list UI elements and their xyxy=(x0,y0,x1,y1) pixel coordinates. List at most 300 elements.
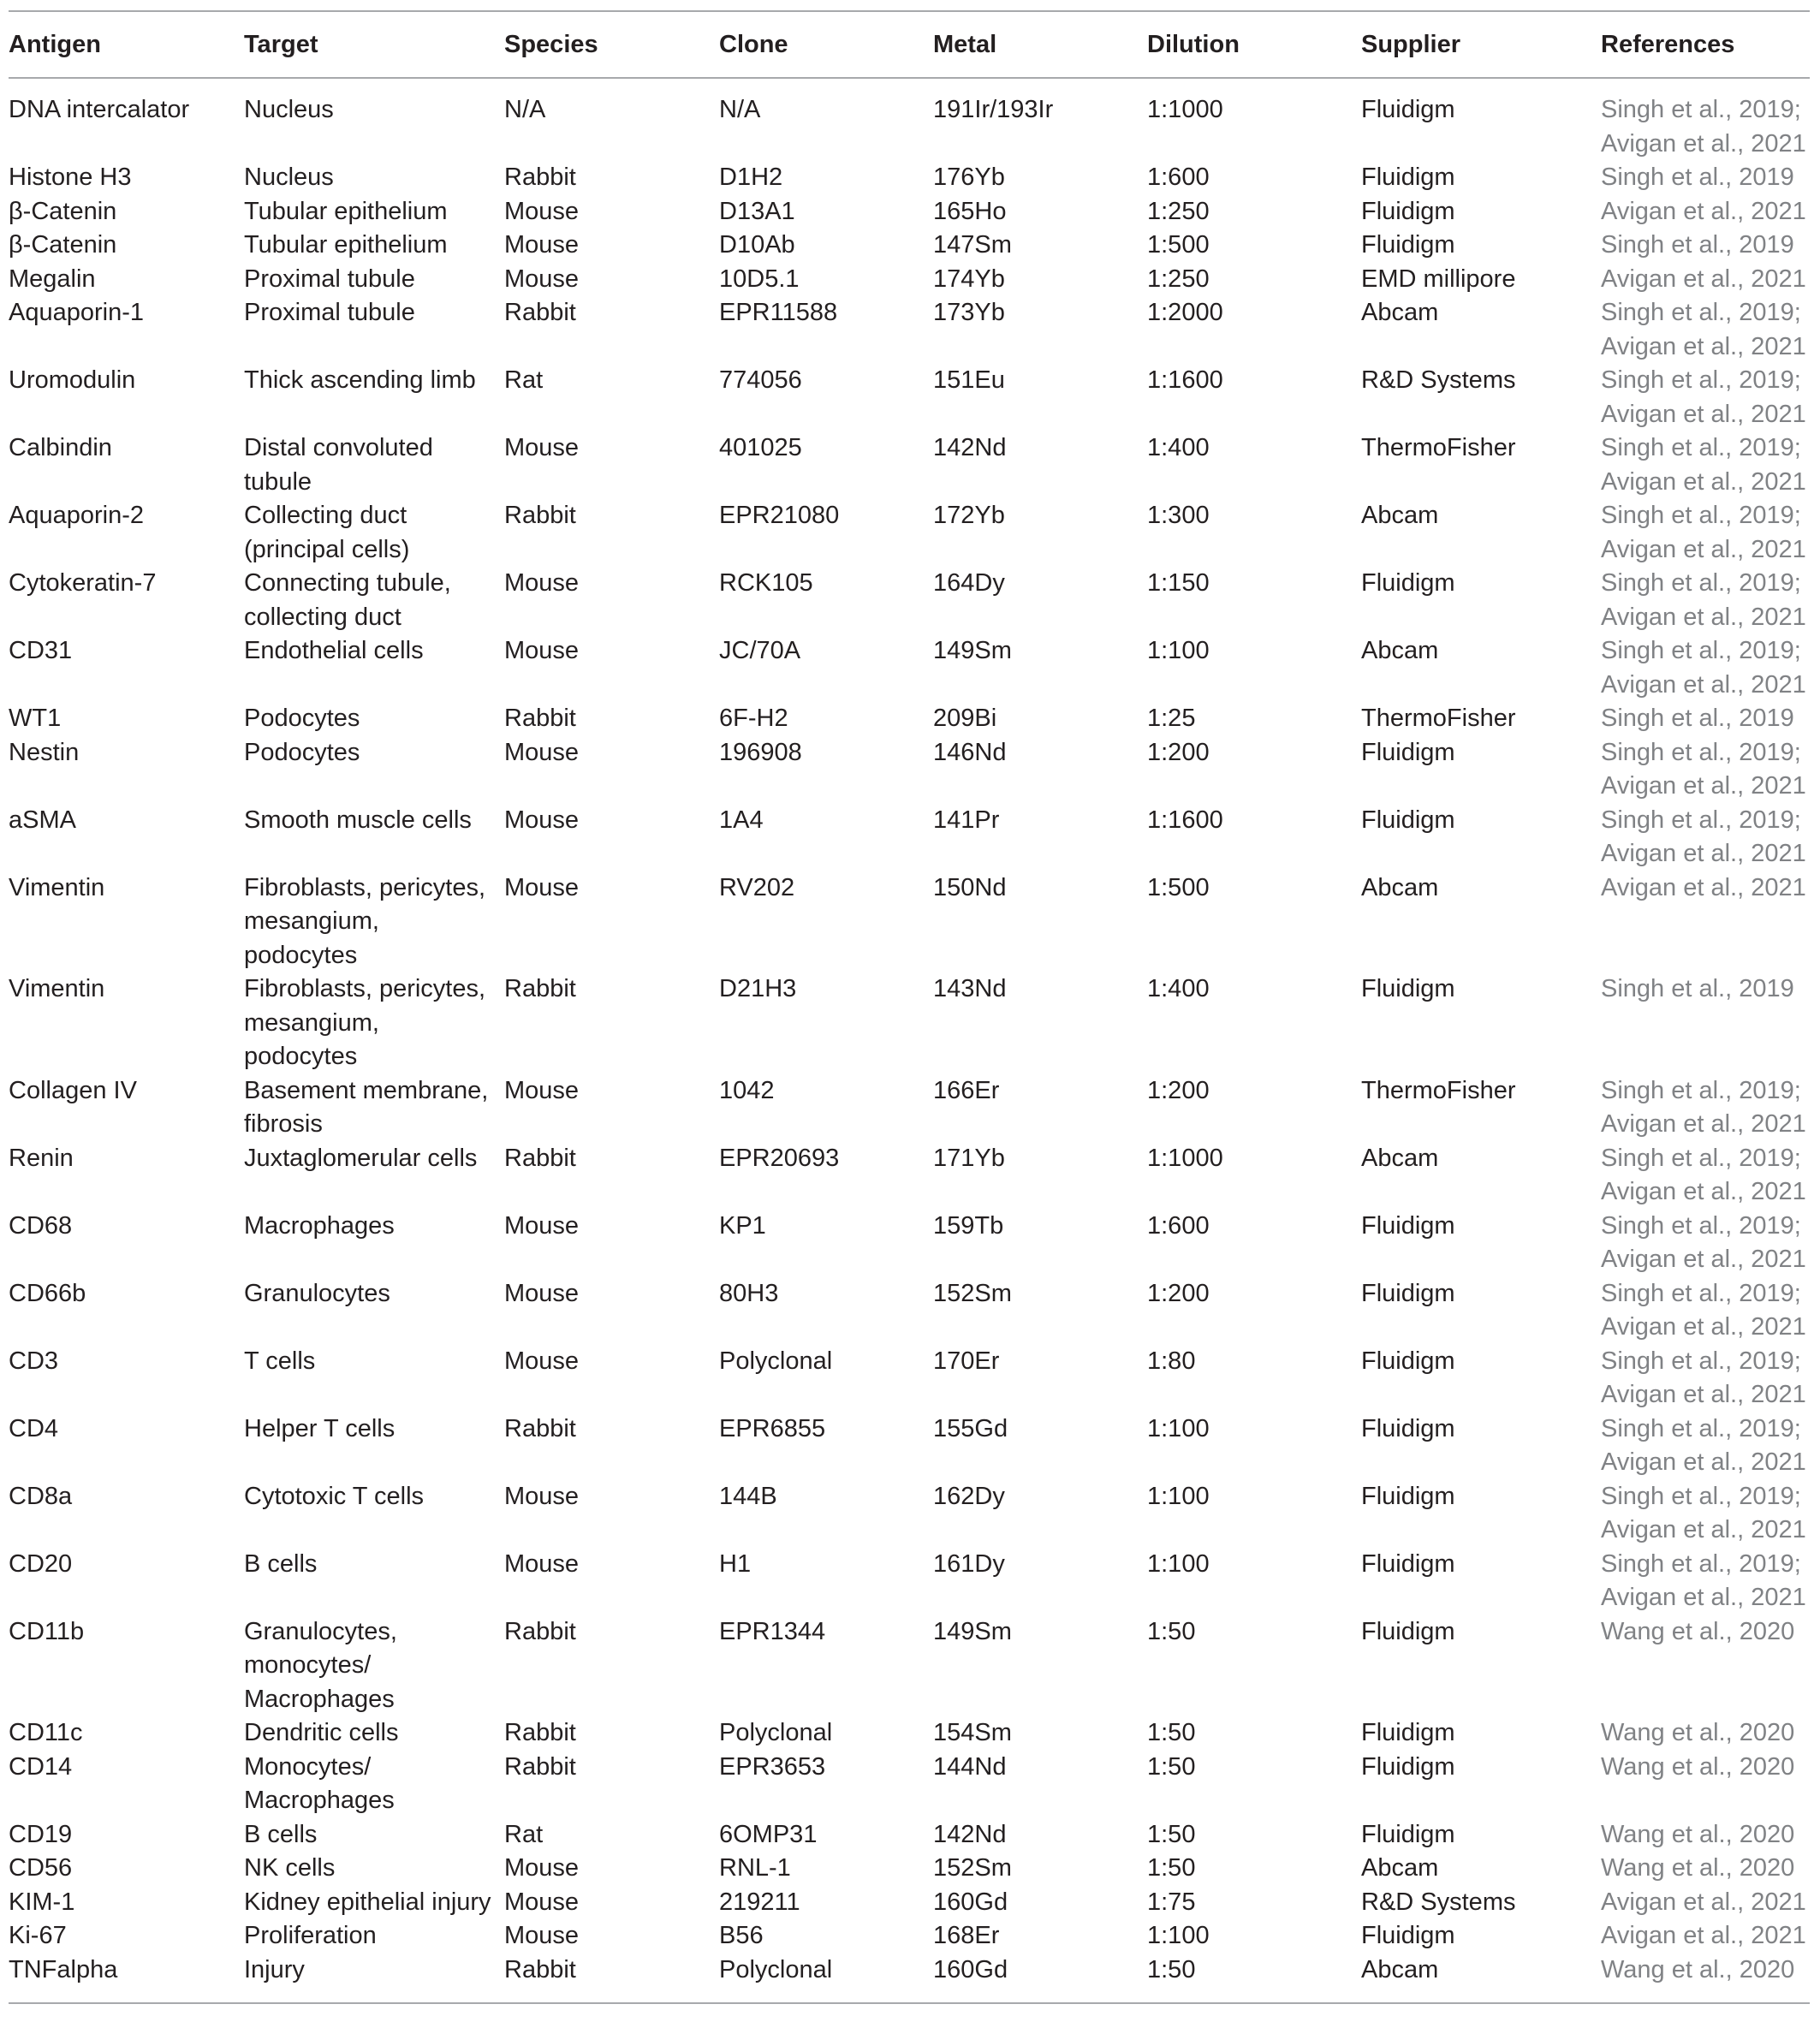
table-row xyxy=(9,296,1810,364)
cell-species: Mouse xyxy=(504,806,580,834)
cell-species: Mouse xyxy=(504,434,580,461)
header-target: Target xyxy=(244,30,318,58)
cell-references-line: Avigan et al., 2021 xyxy=(1601,670,1806,699)
cell-supplier: Abcam xyxy=(1361,873,1439,901)
cell-supplier: Fluidigm xyxy=(1361,1279,1455,1307)
cell-references-line: Singh et al., 2019; xyxy=(1601,806,1801,834)
cell-target-line: Proliferation xyxy=(244,1922,377,1949)
table-row xyxy=(9,1919,1810,1954)
cell-target-line: Cytotoxic T cells xyxy=(244,1482,425,1510)
cell-references xyxy=(1601,634,1810,702)
cell-target-line: Dendritic cells xyxy=(244,1719,399,1746)
cell-metal: 149Sm xyxy=(933,637,1012,664)
table-row xyxy=(9,1818,1810,1853)
header-species: Species xyxy=(504,30,598,58)
cell-dilution: 1:200 xyxy=(1147,1076,1210,1104)
cell-target xyxy=(244,195,504,229)
cell-supplier: Fluidigm xyxy=(1361,197,1455,225)
cell-target xyxy=(244,1919,504,1954)
cell-species: Mouse xyxy=(504,231,580,259)
cell-dilution: 1:50 xyxy=(1147,1854,1196,1882)
cell-antigen: KIM-1 xyxy=(9,1888,75,1916)
cell-species: Mouse xyxy=(504,1549,580,1578)
cell-target-line: monocytes/ xyxy=(244,1651,372,1679)
cell-references-line: Avigan et al., 2021 xyxy=(1601,1922,1806,1949)
cell-clone: EPR1344 xyxy=(719,1617,826,1645)
cell-target-line: Fibroblasts, pericytes, xyxy=(244,873,486,901)
cell-target xyxy=(244,972,504,1074)
cell-dilution: 1:100 xyxy=(1147,1549,1210,1578)
cell-metal: 160Gd xyxy=(933,1888,1008,1916)
cell-references xyxy=(1601,1548,1810,1615)
header-supplier: Supplier xyxy=(1361,30,1461,58)
cell-target-line: Podocytes xyxy=(244,705,360,732)
cell-target xyxy=(244,263,504,297)
cell-target-line: Monocytes/ xyxy=(244,1752,372,1781)
table-row xyxy=(9,1886,1810,1920)
cell-antigen: CD8a xyxy=(9,1482,73,1510)
cell-species: Mouse xyxy=(504,1076,580,1104)
cell-species: Mouse xyxy=(504,1347,580,1375)
table-header xyxy=(9,11,1810,78)
cell-references-line: Avigan et al., 2021 xyxy=(1601,400,1806,428)
table-row xyxy=(9,1615,1810,1717)
cell-target xyxy=(244,229,504,263)
table-row xyxy=(9,78,1810,161)
cell-antigen: Vimentin xyxy=(9,975,105,1002)
cell-dilution: 1:600 xyxy=(1147,164,1210,191)
cell-references-line: Avigan et al., 2021 xyxy=(1601,1110,1806,1138)
cell-metal: 168Er xyxy=(933,1922,1000,1949)
cell-target xyxy=(244,804,504,871)
cell-references-line: Avigan et al., 2021 xyxy=(1601,129,1806,158)
cell-metal: 159Tb xyxy=(933,1211,1004,1240)
table-body xyxy=(9,78,1810,2003)
cell-species: Rabbit xyxy=(504,1144,576,1172)
cell-references-line: Avigan et al., 2021 xyxy=(1601,1246,1806,1273)
cell-supplier: Fluidigm xyxy=(1361,1347,1455,1375)
cell-dilution: 1:1000 xyxy=(1147,1144,1223,1172)
cell-clone: 10D5.1 xyxy=(719,265,800,293)
cell-target xyxy=(244,871,504,973)
cell-antigen: CD68 xyxy=(9,1211,73,1240)
cell-dilution: 1:600 xyxy=(1147,1211,1210,1240)
cell-clone: 144B xyxy=(719,1482,777,1510)
cell-species: Rabbit xyxy=(504,164,576,191)
table-row xyxy=(9,804,1810,871)
cell-supplier: Abcam xyxy=(1361,1144,1439,1172)
cell-dilution: 1:100 xyxy=(1147,1922,1210,1949)
cell-clone: EPR21080 xyxy=(719,502,840,529)
cell-dilution: 1:100 xyxy=(1147,1414,1210,1442)
cell-metal: 149Sm xyxy=(933,1617,1012,1645)
cell-references-line: Avigan et al., 2021 xyxy=(1601,603,1806,631)
cell-references xyxy=(1601,1751,1810,1818)
cell-target xyxy=(244,296,504,364)
cell-antigen: Aquaporin-2 xyxy=(9,502,144,529)
cell-target-line: Nucleus xyxy=(244,164,334,191)
cell-metal: 191Ir/193Ir xyxy=(933,96,1054,123)
cell-target-line: Tubular epithelium xyxy=(244,231,448,259)
table-row xyxy=(9,1954,1810,2004)
cell-species: Rabbit xyxy=(504,1719,576,1746)
cell-target xyxy=(244,161,504,195)
cell-dilution: 1:500 xyxy=(1147,873,1210,901)
cell-references xyxy=(1601,1412,1810,1480)
cell-supplier: Fluidigm xyxy=(1361,1617,1455,1645)
header-row xyxy=(9,11,1810,78)
cell-metal: 170Er xyxy=(933,1347,1000,1375)
cell-references xyxy=(1601,1480,1810,1548)
cell-species: Rabbit xyxy=(504,502,576,529)
cell-references-line: Singh et al., 2019; xyxy=(1601,1482,1801,1510)
cell-species: Rabbit xyxy=(504,1617,576,1645)
cell-target-line: Proximal tubule xyxy=(244,265,415,293)
cell-target xyxy=(244,702,504,736)
cell-references-line: Singh et al., 2019; xyxy=(1601,366,1801,394)
cell-target xyxy=(244,1954,504,2004)
cell-species: Mouse xyxy=(504,1211,580,1240)
cell-supplier: R&D Systems xyxy=(1361,1888,1516,1916)
cell-metal: 143Nd xyxy=(933,975,1007,1002)
cell-antigen: DNA intercalator xyxy=(9,96,190,123)
cell-antigen: CD4 xyxy=(9,1414,59,1442)
table-row xyxy=(9,702,1810,736)
cell-supplier: Fluidigm xyxy=(1361,1820,1455,1848)
cell-antigen: Megalin xyxy=(9,265,96,293)
cell-supplier: Fluidigm xyxy=(1361,975,1455,1002)
cell-species: Mouse xyxy=(504,569,580,597)
cell-target-line: Macrophages xyxy=(244,1211,395,1240)
cell-references-line: Wang et al., 2020 xyxy=(1601,1955,1795,1983)
cell-target-line: Basement membrane, xyxy=(244,1076,489,1104)
cell-target-line: fibrosis xyxy=(244,1110,323,1138)
cell-metal: 146Nd xyxy=(933,738,1007,766)
table-row xyxy=(9,195,1810,229)
cell-target-line: Granulocytes xyxy=(244,1279,390,1307)
cell-clone: 6F-H2 xyxy=(719,705,788,732)
cell-metal: 141Pr xyxy=(933,806,1000,834)
cell-references xyxy=(1601,736,1810,804)
cell-antigen: Ki-67 xyxy=(9,1922,67,1949)
cell-metal: 209Bi xyxy=(933,705,997,732)
cell-references-line: Avigan et al., 2021 xyxy=(1601,467,1806,496)
cell-clone: D13A1 xyxy=(719,197,795,225)
cell-metal: 166Er xyxy=(933,1076,1000,1104)
cell-references xyxy=(1601,1886,1810,1920)
cell-species: Mouse xyxy=(504,1279,580,1307)
cell-references-line: Avigan et al., 2021 xyxy=(1601,1888,1806,1916)
cell-target xyxy=(244,1210,504,1277)
cell-antigen: TNFalpha xyxy=(9,1955,118,1983)
cell-supplier: ThermoFisher xyxy=(1361,434,1516,461)
table-row xyxy=(9,431,1810,499)
cell-supplier: Fluidigm xyxy=(1361,738,1455,766)
cell-dilution: 1:50 xyxy=(1147,1719,1196,1746)
cell-supplier: Fluidigm xyxy=(1361,1482,1455,1510)
cell-target xyxy=(244,1074,504,1142)
cell-clone: 219211 xyxy=(719,1888,800,1916)
cell-metal: 173Yb xyxy=(933,299,1005,326)
cell-target xyxy=(244,1886,504,1920)
cell-clone: 1042 xyxy=(719,1076,775,1104)
cell-dilution: 1:100 xyxy=(1147,1482,1210,1510)
cell-supplier: EMD millipore xyxy=(1361,265,1516,293)
cell-supplier: Abcam xyxy=(1361,1955,1439,1983)
cell-dilution: 1:25 xyxy=(1147,705,1196,732)
cell-references xyxy=(1601,1818,1810,1853)
header-clone: Clone xyxy=(719,30,788,58)
cell-references-line: Wang et al., 2020 xyxy=(1601,1617,1795,1645)
cell-target xyxy=(244,1852,504,1886)
cell-dilution: 1:50 xyxy=(1147,1617,1196,1645)
cell-references-line: Singh et al., 2019 xyxy=(1601,975,1794,1002)
cell-clone: RNL-1 xyxy=(719,1854,791,1882)
cell-antigen: β-Catenin xyxy=(9,231,117,259)
cell-target xyxy=(244,78,504,161)
cell-references-line: Singh et al., 2019; xyxy=(1601,1211,1801,1240)
cell-antigen: Calbindin xyxy=(9,434,112,461)
cell-target xyxy=(244,1716,504,1751)
cell-clone: N/A xyxy=(719,96,761,123)
cell-references-line: Wang et al., 2020 xyxy=(1601,1752,1795,1781)
cell-antigen: Aquaporin-1 xyxy=(9,299,144,326)
cell-references xyxy=(1601,263,1810,297)
cell-target-line: Injury xyxy=(244,1955,305,1983)
table-row xyxy=(9,1142,1810,1210)
cell-antigen: CD11b xyxy=(9,1617,85,1645)
cell-references-line: Singh et al., 2019; xyxy=(1601,96,1801,123)
cell-metal: 154Sm xyxy=(933,1719,1012,1746)
cell-target-line: Distal convoluted xyxy=(244,434,433,461)
cell-supplier: Fluidigm xyxy=(1361,806,1455,834)
table-row xyxy=(9,1412,1810,1480)
cell-species: Mouse xyxy=(504,738,580,766)
cell-dilution: 1:400 xyxy=(1147,434,1210,461)
cell-clone: Polyclonal xyxy=(719,1347,833,1375)
cell-metal: 152Sm xyxy=(933,1279,1012,1307)
cell-dilution: 1:200 xyxy=(1147,1279,1210,1307)
table-row xyxy=(9,871,1810,973)
cell-target xyxy=(244,567,504,634)
cell-target-line: podocytes xyxy=(244,941,358,969)
cell-species: Mouse xyxy=(504,1482,580,1510)
cell-target xyxy=(244,1818,504,1853)
cell-references xyxy=(1601,567,1810,634)
cell-metal: 172Yb xyxy=(933,502,1005,529)
cell-target xyxy=(244,1277,504,1345)
cell-references xyxy=(1601,1716,1810,1751)
table-row xyxy=(9,1210,1810,1277)
cell-references-line: Singh et al., 2019; xyxy=(1601,1414,1801,1442)
cell-clone: Polyclonal xyxy=(719,1719,833,1746)
cell-antigen: CD19 xyxy=(9,1820,73,1848)
cell-antigen: WT1 xyxy=(9,705,62,732)
cell-clone: EPR3653 xyxy=(719,1752,826,1781)
cell-references-line: Avigan et al., 2021 xyxy=(1601,772,1806,800)
cell-antigen: CD3 xyxy=(9,1347,59,1375)
cell-target-line: B cells xyxy=(244,1549,318,1578)
header-dilution: Dilution xyxy=(1147,30,1240,58)
cell-references-line: Singh et al., 2019 xyxy=(1601,705,1794,732)
cell-target-line: Podocytes xyxy=(244,738,360,766)
cell-target-line: Fibroblasts, pericytes, xyxy=(244,975,486,1002)
cell-references-line: Singh et al., 2019; xyxy=(1601,1347,1801,1375)
cell-target xyxy=(244,431,504,499)
cell-supplier: Abcam xyxy=(1361,637,1439,664)
cell-target-line: collecting duct xyxy=(244,603,401,631)
cell-clone: 401025 xyxy=(719,434,802,461)
cell-species: Mouse xyxy=(504,637,580,664)
cell-supplier: Fluidigm xyxy=(1361,569,1455,597)
cell-target-line: Connecting tubule, xyxy=(244,569,451,597)
cell-references-line: Singh et al., 2019; xyxy=(1601,1549,1801,1578)
cell-clone: EPR6855 xyxy=(719,1414,826,1442)
cell-dilution: 1:400 xyxy=(1147,975,1210,1002)
cell-target-line: B cells xyxy=(244,1820,318,1848)
table-row xyxy=(9,1548,1810,1615)
cell-clone: JC/70A xyxy=(719,637,801,664)
cell-target xyxy=(244,499,504,567)
table-row xyxy=(9,972,1810,1074)
cell-supplier: Fluidigm xyxy=(1361,1211,1455,1240)
cell-dilution: 1:50 xyxy=(1147,1820,1196,1848)
cell-references xyxy=(1601,1277,1810,1345)
cell-target-line: Nucleus xyxy=(244,96,334,123)
cell-target xyxy=(244,364,504,431)
cell-target xyxy=(244,634,504,702)
cell-references xyxy=(1601,1074,1810,1142)
cell-metal: 165Ho xyxy=(933,197,1007,225)
cell-references-line: Wang et al., 2020 xyxy=(1601,1820,1795,1848)
table-row xyxy=(9,1852,1810,1886)
cell-species: Mouse xyxy=(504,197,580,225)
cell-supplier: R&D Systems xyxy=(1361,366,1516,394)
cell-species: Mouse xyxy=(504,873,580,901)
cell-clone: H1 xyxy=(719,1549,752,1578)
table-row xyxy=(9,1480,1810,1548)
cell-antigen: aSMA xyxy=(9,806,76,834)
cell-dilution: 1:1000 xyxy=(1147,96,1223,123)
cell-clone: D1H2 xyxy=(719,164,783,191)
cell-references xyxy=(1601,78,1810,161)
cell-target-line: Proximal tubule xyxy=(244,299,415,326)
cell-target-line: Helper T cells xyxy=(244,1414,396,1442)
cell-species: Rabbit xyxy=(504,705,576,732)
cell-references-line: Singh et al., 2019; xyxy=(1601,637,1801,664)
cell-target-line: mesangium, xyxy=(244,907,379,935)
cell-target-line: Granulocytes, xyxy=(244,1617,397,1645)
cell-references xyxy=(1601,296,1810,364)
cell-references xyxy=(1601,804,1810,871)
cell-antigen: CD11c xyxy=(9,1719,83,1746)
cell-species: Rat xyxy=(504,1820,544,1848)
cell-clone: Polyclonal xyxy=(719,1955,833,1983)
cell-antigen: CD20 xyxy=(9,1549,73,1578)
table-row xyxy=(9,229,1810,263)
cell-dilution: 1:2000 xyxy=(1147,299,1223,326)
cell-references xyxy=(1601,871,1810,973)
cell-target-line: Smooth muscle cells xyxy=(244,806,472,834)
table-row xyxy=(9,1751,1810,1818)
cell-references xyxy=(1601,431,1810,499)
cell-clone: 1A4 xyxy=(719,806,764,834)
cell-clone: D10Ab xyxy=(719,231,795,259)
cell-references xyxy=(1601,195,1810,229)
cell-metal: 152Sm xyxy=(933,1854,1012,1882)
cell-target-line: Thick ascending limb xyxy=(244,366,476,394)
cell-references-line: Singh et al., 2019; xyxy=(1601,434,1801,461)
cell-references-line: Avigan et al., 2021 xyxy=(1601,873,1806,901)
cell-references-line: Avigan et al., 2021 xyxy=(1601,1178,1806,1205)
cell-target xyxy=(244,1345,504,1412)
cell-references-line: Avigan et al., 2021 xyxy=(1601,1448,1806,1476)
cell-clone: D21H3 xyxy=(719,975,797,1002)
cell-references xyxy=(1601,1919,1810,1954)
cell-metal: 160Gd xyxy=(933,1955,1008,1983)
cell-metal: 142Nd xyxy=(933,1820,1007,1848)
cell-supplier: Fluidigm xyxy=(1361,1752,1455,1781)
cell-references-line: Singh et al., 2019; xyxy=(1601,1144,1801,1172)
cell-supplier: ThermoFisher xyxy=(1361,1076,1516,1104)
cell-metal: 161Dy xyxy=(933,1549,1005,1578)
cell-target xyxy=(244,1751,504,1818)
cell-references xyxy=(1601,161,1810,195)
cell-clone: RCK105 xyxy=(719,569,813,597)
cell-target-line: Macrophages xyxy=(244,1685,395,1713)
cell-references xyxy=(1601,1210,1810,1277)
cell-clone: B56 xyxy=(719,1922,764,1949)
cell-clone: RV202 xyxy=(719,873,795,901)
cell-target xyxy=(244,1412,504,1480)
table-row xyxy=(9,736,1810,804)
cell-references-line: Avigan et al., 2021 xyxy=(1601,535,1806,563)
cell-antigen: CD14 xyxy=(9,1752,73,1781)
cell-target xyxy=(244,1142,504,1210)
cell-antigen: Renin xyxy=(9,1144,74,1172)
cell-supplier: Abcam xyxy=(1361,299,1439,326)
cell-species: Rabbit xyxy=(504,1752,576,1781)
cell-references xyxy=(1601,364,1810,431)
cell-metal: 150Nd xyxy=(933,873,1007,901)
cell-antigen: Cytokeratin-7 xyxy=(9,569,157,597)
table-row xyxy=(9,567,1810,634)
cell-antigen: CD31 xyxy=(9,637,73,664)
cell-antigen: CD56 xyxy=(9,1854,73,1882)
cell-references xyxy=(1601,702,1810,736)
cell-target-line: tubule xyxy=(244,467,312,496)
cell-references xyxy=(1601,229,1810,263)
cell-references xyxy=(1601,1345,1810,1412)
cell-target-line: NK cells xyxy=(244,1854,336,1882)
cell-target-line: podocytes xyxy=(244,1043,358,1070)
cell-references xyxy=(1601,499,1810,567)
cell-clone: 80H3 xyxy=(719,1279,779,1307)
cell-supplier: Abcam xyxy=(1361,502,1439,529)
cell-dilution: 1:75 xyxy=(1147,1888,1196,1916)
cell-species: Mouse xyxy=(504,1922,580,1949)
cell-target-line: Endothelial cells xyxy=(244,637,424,664)
cell-clone: EPR20693 xyxy=(719,1144,840,1172)
table-row xyxy=(9,1716,1810,1751)
cell-references-line: Wang et al., 2020 xyxy=(1601,1719,1795,1746)
cell-dilution: 1:80 xyxy=(1147,1347,1196,1375)
cell-antigen: β-Catenin xyxy=(9,197,117,225)
cell-dilution: 1:100 xyxy=(1147,637,1210,664)
cell-target-line: mesangium, xyxy=(244,1008,379,1037)
table-row xyxy=(9,364,1810,431)
cell-dilution: 1:150 xyxy=(1147,569,1210,597)
